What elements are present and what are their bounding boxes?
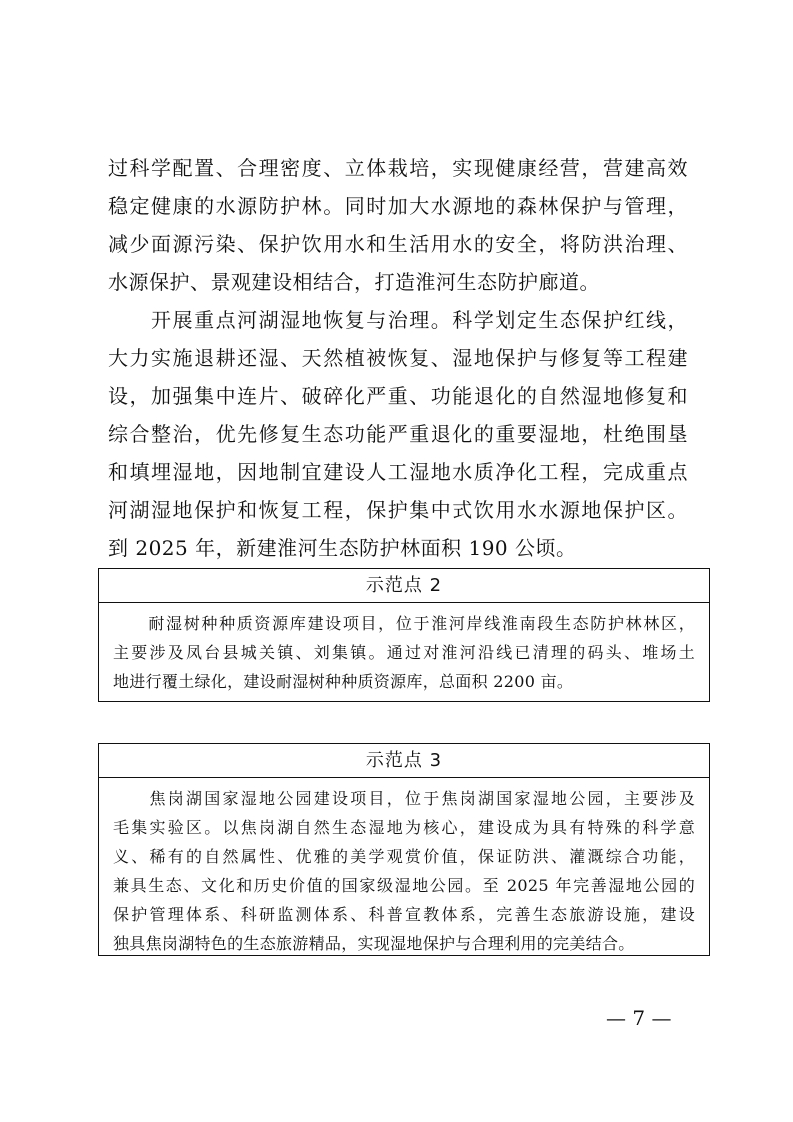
box-line: 焦岗湖国家湿地公园建设项目，位于焦岗湖国家湿地公园，主要涉及 [113, 789, 695, 808]
paragraph-line: 和填埋湿地，因地制宜建设人工湿地水质净化工程，完成重点 [108, 460, 688, 484]
box-line: 兼具生态、文化和历史价值的国家级湿地公园。至 2025 年完善湿地公园的 [113, 876, 695, 895]
paragraph-line: 减少面源污染、保护饮用水和生活用水的安全，将防洪治理、 [108, 232, 688, 256]
box-line: 独具焦岗湖特色的生态旅游精品，实现湿地保护与合理利用的完美结合。 [113, 934, 635, 953]
box-line: 义、稀有的自然属性、优雅的美学观赏价值，保证防洪、灌溉综合功能， [113, 847, 695, 866]
box-title: 示范点 2 [99, 569, 709, 603]
box-line: 耐湿树种种质资源库建设项目，位于淮河岸线淮南段生态防护林林区， [113, 614, 695, 633]
box-line: 保护管理体系、科研监测体系、科普宣教体系，完善生态旅游设施，建设 [113, 905, 695, 924]
box-line: 地进行覆土绿化，建设耐湿树种种质资源库，总面积 2200 亩。 [113, 672, 574, 691]
demo-site-box-2 [98, 568, 710, 702]
paragraph-line: 开展重点河湖湿地恢复与治理。科学划定生态保护红线， [108, 308, 688, 332]
paragraph-line: 河湖湿地保护和恢复工程，保护集中式饮用水水源地保护区。 [108, 498, 688, 522]
page-number: — 7 — [606, 1006, 672, 1030]
paragraph-line: 大力实施退耕还湿、天然植被恢复、湿地保护与修复等工程建 [108, 346, 688, 370]
box-line: 主要涉及凤台县城关镇、刘集镇。通过对淮河沿线已清理的码头、堆场土 [113, 643, 695, 662]
paragraph-line: 水源保护、景观建设相结合，打造淮河生态防护廊道。 [108, 270, 600, 294]
box-line: 毛集实验区。以焦岗湖自然生态湿地为核心，建设成为具有特殊的科学意 [113, 818, 695, 837]
paragraph-line: 设，加强集中连片、破碎化严重、功能退化的自然湿地修复和 [108, 384, 688, 408]
paragraph-line: 综合整治，优先修复生态功能严重退化的重要湿地，杜绝围垦 [108, 422, 688, 446]
box-title: 示范点 3 [99, 744, 709, 778]
paragraph-line: 稳定健康的水源防护林。同时加大水源地的森林保护与管理， [108, 194, 688, 218]
paragraph-line: 过科学配置、合理密度、立体栽培，实现健康经营，营建高效 [108, 156, 688, 180]
demo-site-box-3 [98, 743, 710, 956]
paragraph-line: 到 2025 年，新建淮河生态防护林面积 190 公顷。 [108, 536, 577, 560]
